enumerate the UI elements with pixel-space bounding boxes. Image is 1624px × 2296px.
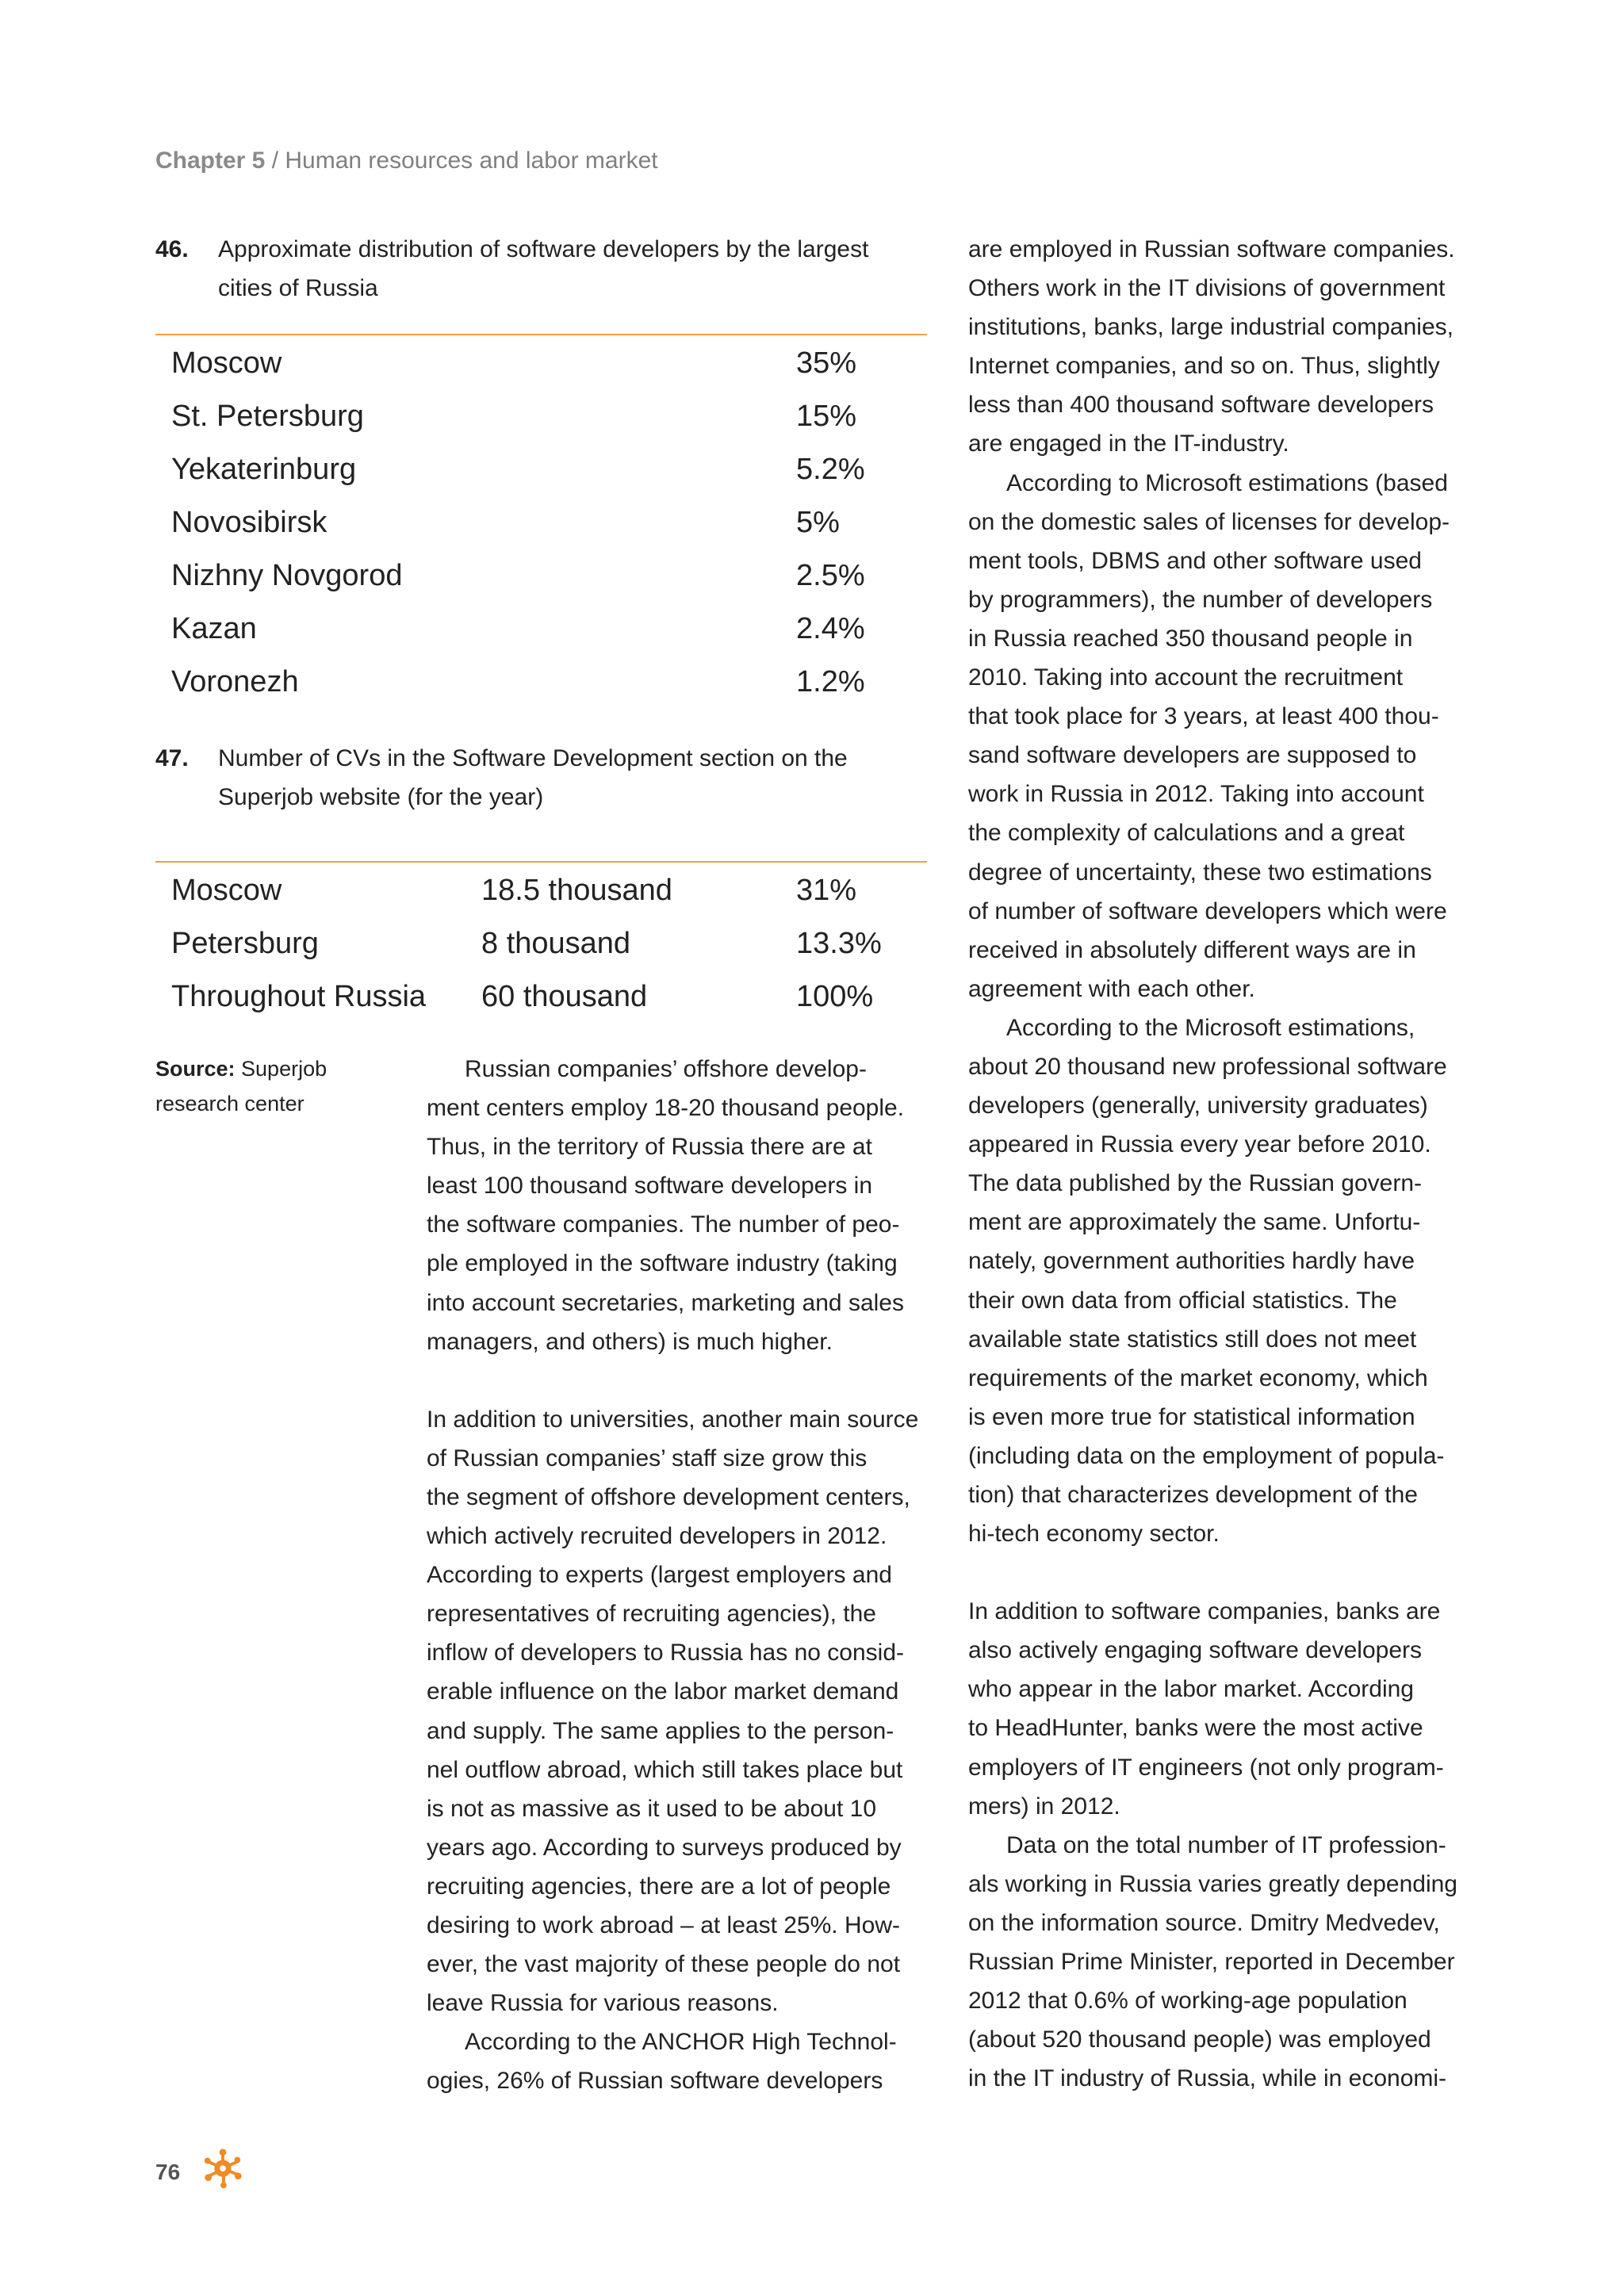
text-line: institutions, banks, large industrial companies, (968, 314, 1454, 341)
text-line: inflow of developers to Russia has no consid- (427, 1640, 904, 1667)
text-line: nately, government authorities hardly have (968, 1248, 1415, 1275)
text-line: is not as massive as it used to be about 10 (427, 1795, 876, 1822)
figure-46-title-line-1: Approximate distribution of software developers by the largest (218, 236, 869, 262)
share-cell: 13.3% (796, 927, 882, 960)
right-paragraph-4 (968, 1592, 1476, 1826)
text-line: the segment of offshore development centers, (427, 1483, 910, 1510)
text-line: According to the Microsoft estimations, (1006, 1014, 1415, 1041)
text-line: Others work in the IT divisions of government (968, 275, 1446, 302)
region-cell: Petersburg (171, 927, 319, 960)
city-cell: Yekaterinburg (171, 453, 357, 486)
text-line: (about 520 thousand people) was employed (968, 2026, 1431, 2053)
figure-47-title-line-1: Number of CVs in the Software Development section on the (218, 745, 848, 771)
figure-47-table (155, 873, 927, 1032)
right-paragraph-5 (968, 1826, 1476, 2099)
table-row (155, 926, 927, 979)
text-line: appeared in Russia every year before 2010. (968, 1131, 1431, 1158)
right-paragraph-2 (968, 464, 1476, 1008)
middle-paragraph-1 (427, 1050, 934, 1361)
text-line: are engaged in the IT-industry. (968, 430, 1289, 457)
city-cell: Kazan (171, 612, 257, 645)
table-row (155, 346, 927, 399)
text-line: and supply. The same applies to the person- (427, 1717, 894, 1744)
figure-47-title-line-2: Superjob website (for the year) (218, 784, 544, 810)
running-header (155, 147, 658, 174)
figure-46-rule (155, 334, 927, 335)
table-row (155, 505, 927, 558)
city-cell: Nizhny Novgorod (171, 559, 403, 592)
text-line: According to experts (largest employers and (427, 1562, 892, 1589)
text-line: on the domestic sales of licenses for develop- (968, 508, 1450, 535)
source-label: Source: (155, 1057, 236, 1081)
text-line: least 100 thousand software developers in (427, 1173, 873, 1200)
text-line: 2012 that 0.6% of working-age population (968, 1988, 1408, 2015)
source-text-line-2: research center (155, 1092, 304, 1115)
right-paragraph-1 (968, 230, 1476, 464)
text-line: is even more true for statistical information (968, 1403, 1415, 1430)
text-line: of number of software developers which were (968, 897, 1447, 924)
middle-paragraph-2 (427, 1400, 934, 2023)
text-line: are employed in Russian software companies. (968, 236, 1455, 262)
text-line: Internet companies, and so on. Thus, slightly (968, 353, 1440, 380)
text-line: managers, and others) is much higher. (427, 1328, 833, 1355)
text-line: ment centers employ 18-20 thousand people. (427, 1095, 905, 1122)
text-line: In addition to software companies, banks are (968, 1598, 1441, 1625)
figure-46-title (155, 230, 917, 308)
chapter-label: Chapter 5 (155, 147, 266, 174)
text-line: Russian Prime Minister, reported in December (968, 1949, 1455, 1976)
figure-47-title (155, 739, 917, 817)
table-row (155, 558, 927, 611)
text-line: erable influence on the labor market demand (427, 1678, 899, 1705)
text-line: nel outflow abroad, which still takes place but (427, 1756, 903, 1783)
cvs-cell: 60 thousand (481, 980, 648, 1013)
text-line: Russian companies’ offshore develop- (465, 1056, 867, 1082)
text-line: 2010. Taking into account the recruitment (968, 664, 1404, 691)
text-line: leave Russia for various reasons. (427, 1990, 779, 2017)
share-cell: 100% (796, 980, 874, 1013)
text-line: (including data on the employment of popula- (968, 1442, 1445, 1469)
middle-paragraph-3 (427, 2022, 934, 2100)
text-line: received in absolutely different ways are in (968, 936, 1416, 963)
text-line: who appear in the labor market. According (968, 1676, 1414, 1703)
cvs-cell: 8 thousand (481, 927, 631, 960)
text-line: degree of uncertainty, these two estimations (968, 859, 1432, 886)
percent-cell: 2.4% (796, 612, 865, 645)
table-row (155, 399, 927, 452)
text-line: about 20 thousand new professional software (968, 1053, 1447, 1080)
text-line: less than 400 thousand software developers (968, 392, 1434, 419)
percent-cell: 2.5% (796, 559, 865, 592)
text-line: tion) that characterizes development of the (968, 1482, 1418, 1508)
text-line: representatives of recruiting agencies), the (427, 1601, 876, 1628)
text-line: which actively recruited developers in 2012. (427, 1523, 887, 1550)
text-line: In addition to universities, another main source (427, 1406, 919, 1433)
text-line: in the IT industry of Russia, while in economi- (968, 2065, 1447, 2092)
text-line: the complexity of calculations and a great (968, 820, 1405, 847)
text-line: of Russian companies’ staff size grow this (427, 1445, 868, 1471)
text-line: recruiting agencies, there are a lot of people (427, 1873, 891, 1900)
text-line: ple employed in the software industry (taking (427, 1250, 898, 1277)
figure-46-table (155, 346, 927, 718)
table-row (155, 611, 927, 664)
right-paragraph-3 (968, 1008, 1476, 1553)
text-line: requirements of the market economy, which (968, 1364, 1428, 1391)
figure-46-title-line-2: cities of Russia (218, 275, 378, 301)
city-cell: St. Petersburg (171, 400, 364, 433)
table-row (155, 873, 927, 926)
text-line: on the information source. Dmitry Medvedev, (968, 1909, 1440, 1936)
text-line: According to Microsoft estimations (based (1006, 469, 1448, 496)
text-line: desiring to work abroad – at least 25%. How- (427, 1911, 900, 1938)
text-line: the software companies. The number of peo- (427, 1211, 900, 1238)
text-line: years ago. According to surveys produced by (427, 1834, 902, 1861)
middle-column (427, 1050, 934, 2100)
source-note (155, 1051, 393, 1121)
text-line: into account secretaries, marketing and sales (427, 1289, 904, 1316)
table-row (155, 664, 927, 718)
text-line: by programmers), the number of developers (968, 586, 1433, 613)
table-row (155, 452, 927, 505)
text-line: employers of IT engineers (not only program- (968, 1754, 1444, 1781)
text-line: that took place for 3 years, at least 400 thou- (968, 703, 1439, 730)
figure-47-number: 47. (155, 745, 189, 771)
percent-cell: 5.2% (796, 453, 865, 486)
region-cell: Throughout Russia (171, 980, 427, 1013)
share-cell: 31% (796, 874, 857, 907)
text-line: sand software developers are supposed to (968, 742, 1417, 769)
text-line: their own data from official statistics. The (968, 1287, 1397, 1314)
text-line: The data published by the Russian govern- (968, 1170, 1423, 1197)
city-cell: Moscow (171, 346, 282, 380)
text-line: ever, the vast majority of these people do not (427, 1951, 901, 1978)
percent-cell: 1.2% (796, 665, 865, 698)
source-text: Superjob (235, 1057, 327, 1081)
figure-47-rule (155, 861, 927, 863)
text-line: agreement with each other. (968, 975, 1255, 1002)
text-line: als working in Russia varies greatly depending (968, 1870, 1457, 1897)
text-line: Thus, in the territory of Russia there are at (427, 1134, 872, 1161)
text-line: According to the ANCHOR High Technol- (465, 2029, 897, 2056)
text-line: to HeadHunter, banks were the most active (968, 1715, 1423, 1742)
text-line: in Russia reached 350 thousand people in (968, 625, 1413, 652)
percent-cell: 35% (796, 346, 857, 380)
page-number: 76 (155, 2160, 181, 2184)
text-line: work in Russia in 2012. Taking into account (968, 781, 1424, 808)
percent-cell: 15% (796, 400, 857, 433)
orange-splash-icon (200, 2145, 246, 2191)
table-row (155, 979, 927, 1032)
percent-cell: 5% (796, 506, 840, 539)
text-line: ment are approximately the same. Unfortu- (968, 1209, 1421, 1236)
right-column (968, 230, 1476, 2098)
text-line: mers) in 2012. (968, 1793, 1120, 1820)
chapter-title: / Human resources and labor market (265, 147, 658, 174)
city-cell: Voronezh (171, 665, 299, 698)
cvs-cell: 18.5 thousand (481, 874, 672, 907)
text-line: ogies, 26% of Russian software developers (427, 2068, 883, 2095)
text-line: Data on the total number of IT profession- (1006, 1831, 1446, 1858)
text-line: ment tools, DBMS and other software used (968, 547, 1422, 574)
figure-46-number: 46. (155, 236, 189, 262)
text-line: hi-tech economy sector. (968, 1521, 1220, 1548)
text-line: available state statistics still does not meet (968, 1326, 1417, 1353)
text-line: developers (generally, university graduates) (968, 1093, 1428, 1119)
text-line: also actively engaging software developers (968, 1637, 1423, 1664)
city-cell: Novosibirsk (171, 506, 327, 539)
region-cell: Moscow (171, 874, 282, 907)
